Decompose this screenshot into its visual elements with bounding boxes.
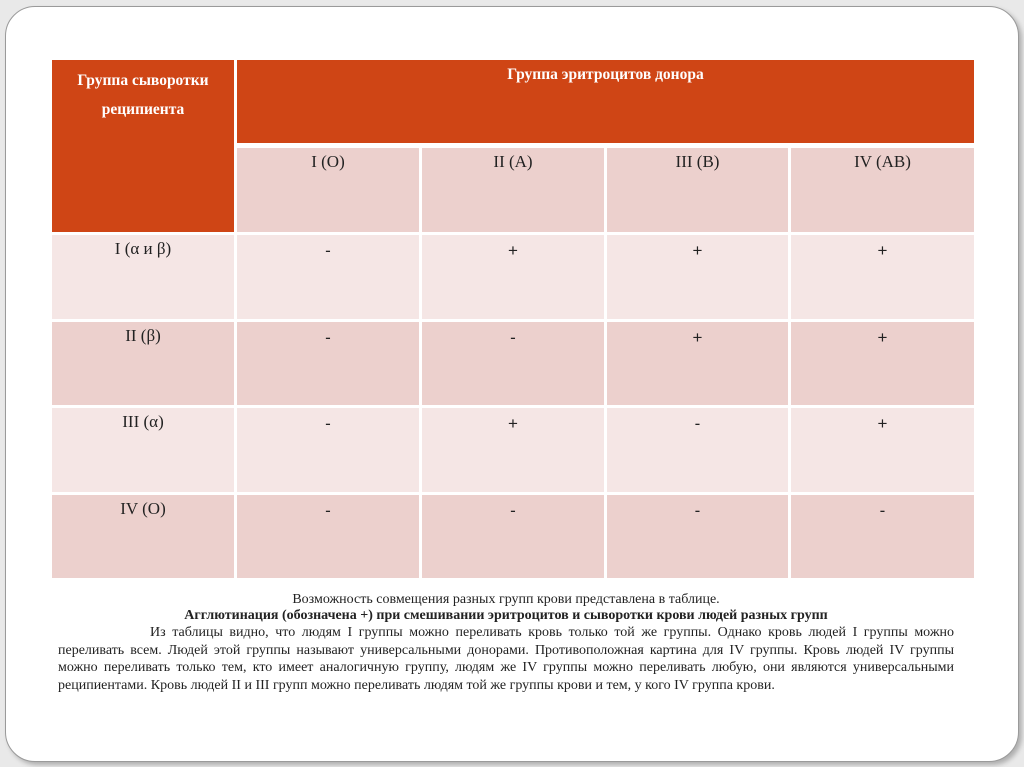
compatibility-cell (422, 408, 604, 492)
slide (5, 6, 1019, 762)
recipient-group-cell (52, 408, 234, 492)
caption-intro: Возможность совмещения разных групп крови представлена в таблице. (292, 592, 720, 607)
compatibility-value: - (510, 501, 516, 520)
compatibility-value: + (508, 241, 518, 260)
donor-header-cell (237, 60, 974, 143)
compatibility-value: - (694, 414, 701, 433)
recipient-group-label: IV (O) (120, 499, 166, 518)
recipient-group-label: II (β) (125, 326, 161, 345)
recipient-group-cell (52, 235, 234, 319)
compatibility-cell (422, 235, 604, 319)
compatibility-value: - (325, 241, 331, 260)
corner-header-cell (52, 60, 234, 232)
compatibility-value: + (692, 328, 703, 347)
compatibility-cell (791, 408, 974, 492)
compatibility-cell (237, 235, 419, 319)
caption-title: Агглютинация (обозначена +) при смешивании эритроцитов и сыворотки крови людей разных групп (184, 608, 828, 623)
compatibility-cell (607, 408, 788, 492)
recipient-group-label: III (α) (122, 412, 164, 431)
donor-header-text: Группа эритроцитов донора (507, 66, 704, 83)
donor-group-label: II (A) (493, 152, 533, 171)
compatibility-value: - (694, 501, 701, 520)
caption (58, 592, 954, 694)
donor-group-label: IV (AB) (854, 152, 911, 171)
compatibility-cell (791, 322, 974, 405)
donor-group-header (791, 148, 974, 232)
compatibility-value: + (877, 241, 888, 260)
compatibility-value: + (877, 414, 888, 433)
compatibility-cell (422, 322, 604, 405)
compatibility-value: + (508, 414, 518, 433)
donor-group-header (422, 148, 604, 232)
compatibility-cell (237, 495, 419, 578)
compatibility-cell (791, 495, 974, 578)
compatibility-value: + (877, 328, 888, 347)
compatibility-cell (607, 322, 788, 405)
compatibility-cell (237, 322, 419, 405)
compatibility-value: - (325, 414, 331, 433)
compatibility-cell (237, 408, 419, 492)
compatibility-value: - (325, 328, 331, 347)
compatibility-cell (791, 235, 974, 319)
compatibility-cell (607, 235, 788, 319)
compatibility-value: + (692, 241, 703, 260)
compatibility-value: - (325, 501, 331, 520)
recipient-group-cell (52, 322, 234, 405)
corner-header-text: Группа сыворотки реципиента (77, 72, 209, 118)
donor-group-header (607, 148, 788, 232)
caption-paragraph: Из таблицы видно, что людям I группы можно переливать кровь только той же группы. Однако кровь людей I группы можно переливать всем. Людей этой группы называют универсальными донорами. Противоположная картина для IV группы. Кровь людей IV группы можно переливать только тем, кто имеет аналогичную группу, людям же IV группы можно переливать любую, они являются универсальными реципиентами. Кровь людей II и III групп можно переливать людям той же группы крови и тем, у кого IV группа крови. (58, 625, 954, 693)
donor-group-label: III (B) (675, 152, 720, 171)
compatibility-cell (422, 495, 604, 578)
donor-group-label: I (O) (311, 152, 345, 171)
recipient-group-cell (52, 495, 234, 578)
compatibility-cell (607, 495, 788, 578)
recipient-group-label: I (α и β) (114, 239, 172, 258)
compatibility-value: - (510, 328, 516, 347)
donor-group-header (237, 148, 419, 232)
compatibility-value: - (879, 501, 886, 520)
